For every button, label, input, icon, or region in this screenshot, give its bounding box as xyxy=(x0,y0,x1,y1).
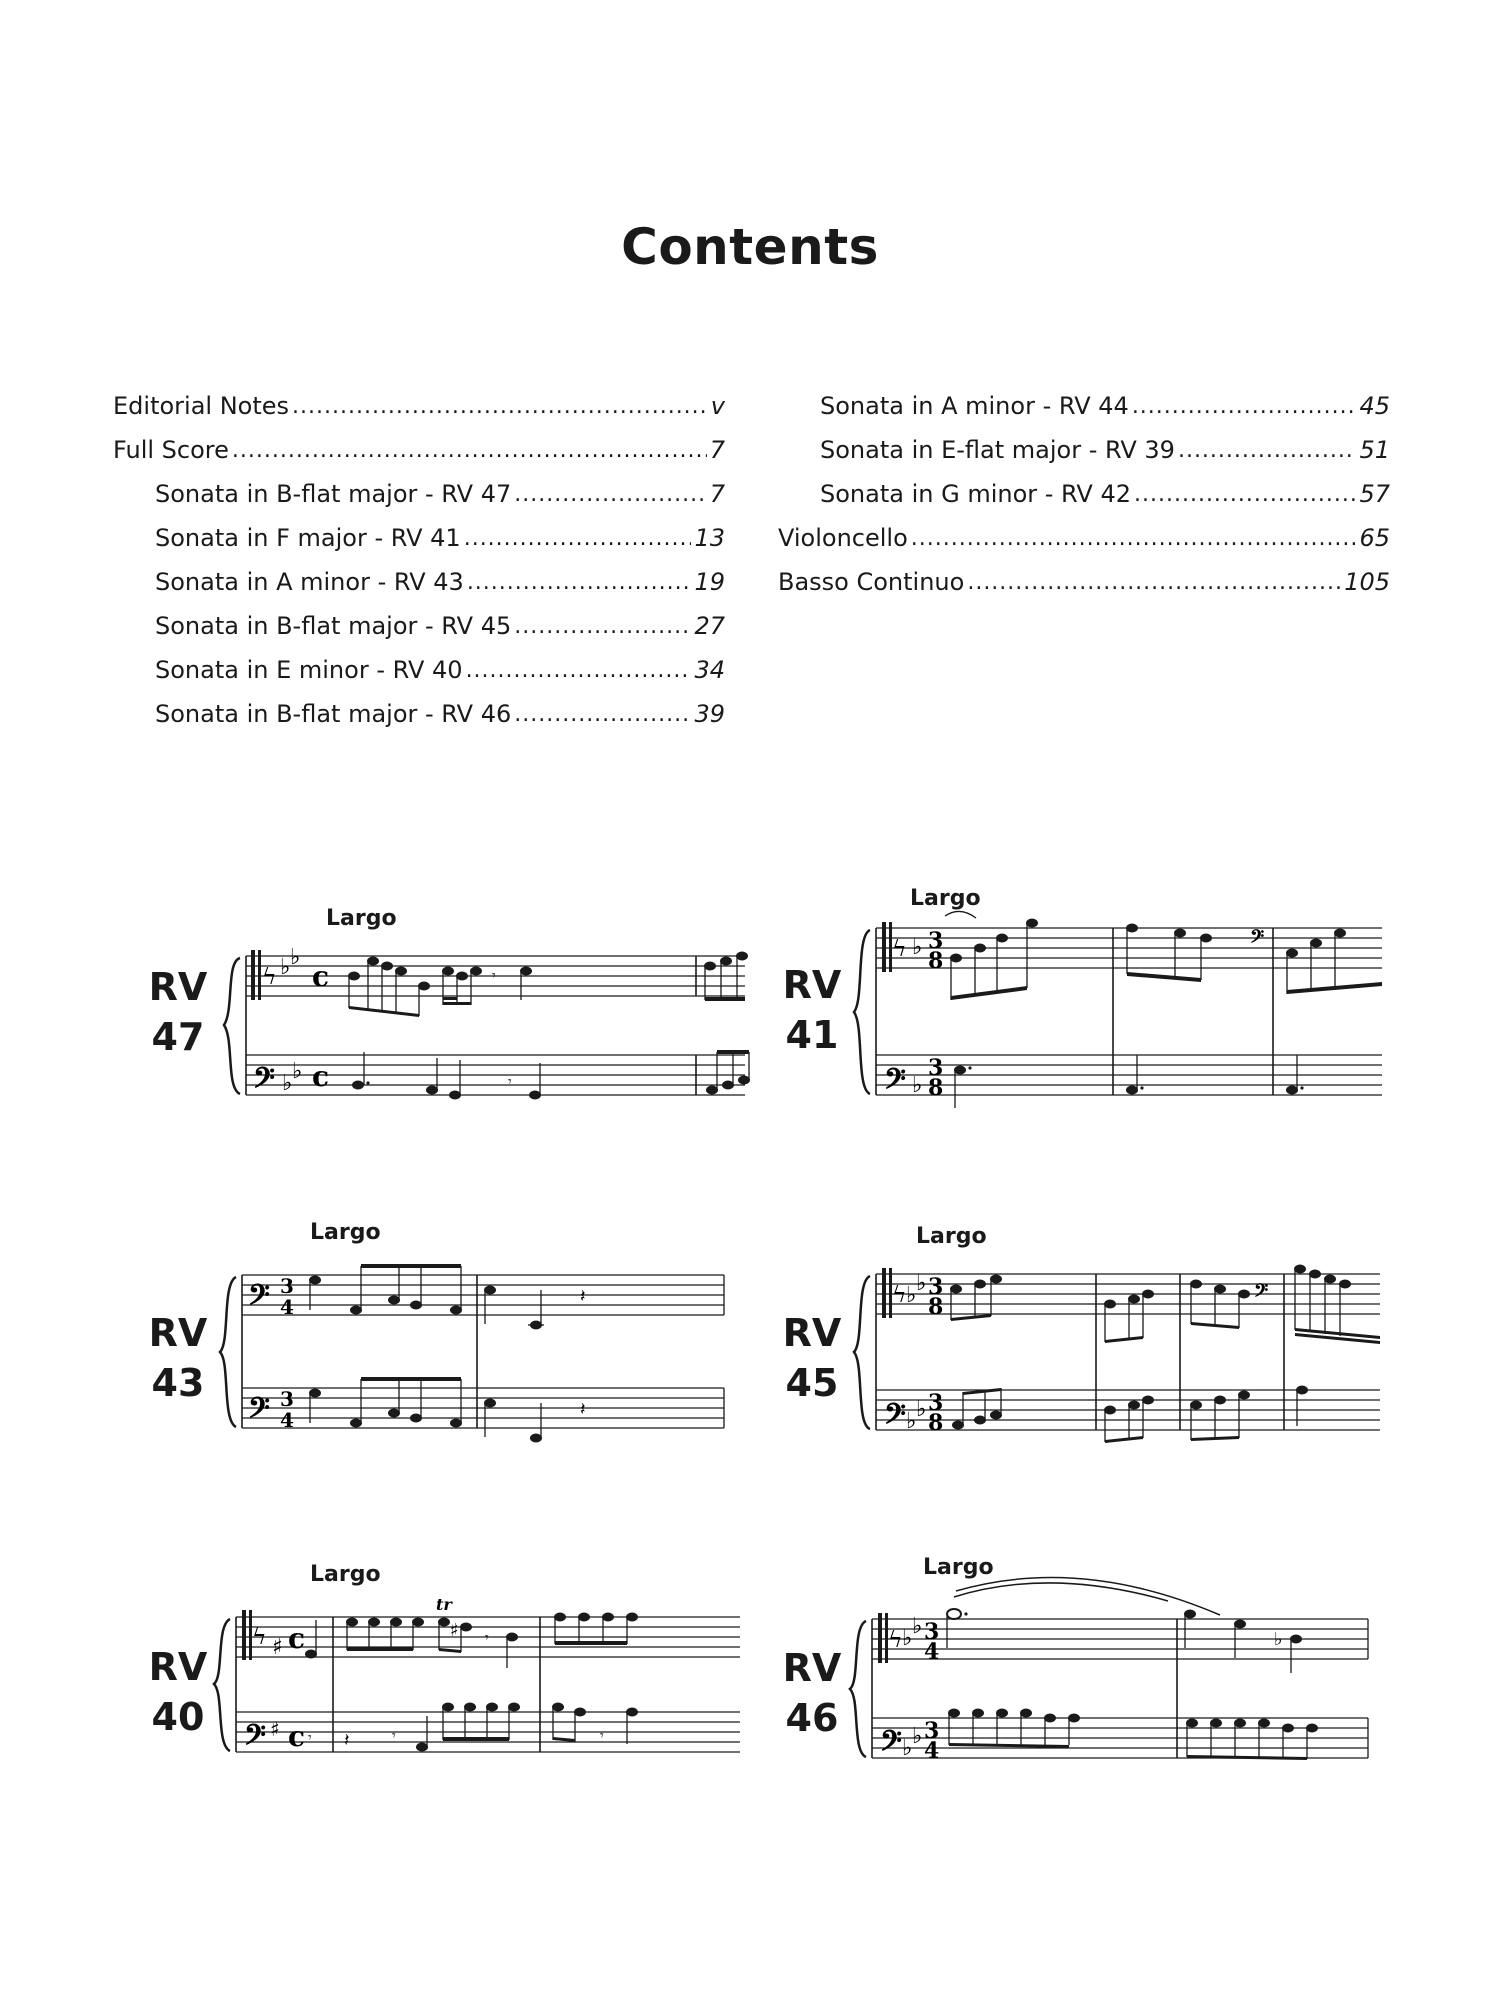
toc-entry-page: 7 xyxy=(709,480,725,508)
music-excerpt-rv41 xyxy=(780,880,1420,1140)
svg-text:♯: ♯ xyxy=(270,1717,280,1741)
toc-entry[interactable] xyxy=(778,384,1390,428)
time-sig-top: 3 xyxy=(280,1274,294,1298)
svg-text:♭: ♭ xyxy=(912,1724,923,1749)
tempo-marking: Largo xyxy=(910,886,981,911)
svg-text:𝄾: 𝄾 xyxy=(492,968,496,984)
svg-text:c: c xyxy=(312,960,330,993)
svg-text:𝄾: 𝄾 xyxy=(392,1728,396,1744)
time-sig-bottom: 8 xyxy=(928,1294,944,1320)
time-sig-top: 3 xyxy=(924,1619,940,1645)
svg-text:c: c xyxy=(288,1622,306,1655)
time-sig-top: 3 xyxy=(280,1387,294,1411)
toc-entry-label: Sonata in A minor - RV 43 xyxy=(155,568,464,596)
toc-entry-label: Editorial Notes xyxy=(113,392,290,420)
time-sig-bottom: 4 xyxy=(280,1295,294,1319)
svg-text:𝄽: 𝄽 xyxy=(580,1399,586,1420)
svg-text:♭: ♭ xyxy=(912,1073,923,1098)
page-title: Contents xyxy=(621,218,879,276)
music-excerpt-rv40 xyxy=(140,1562,780,1830)
rv-label-line2: 43 xyxy=(151,1361,205,1405)
time-sig-bottom: 4 xyxy=(280,1408,294,1432)
toc-entry[interactable] xyxy=(778,560,1390,604)
svg-text:ϟ: ϟ xyxy=(892,937,907,962)
rv-label-line1: RV xyxy=(782,1311,842,1355)
tempo-marking: Largo xyxy=(310,1220,381,1245)
rv-label-line2: 41 xyxy=(785,1013,839,1057)
time-sig-top: 3 xyxy=(928,1390,944,1416)
toc-leader-dots xyxy=(1132,394,1357,419)
toc-leader-dots xyxy=(967,570,1341,595)
score-system-icon xyxy=(140,1230,780,1490)
svg-text:𝄾: 𝄾 xyxy=(308,1730,312,1746)
svg-text:𝄾: 𝄾 xyxy=(485,1630,489,1646)
svg-text:♯: ♯ xyxy=(450,1620,459,1641)
toc-entry-page: 39 xyxy=(694,700,725,728)
toc-entry-label: Sonata in B-flat major - RV 45 xyxy=(155,612,512,640)
svg-text:♭: ♭ xyxy=(912,1614,923,1639)
svg-text:ϟ: ϟ xyxy=(888,1628,903,1653)
time-sig-top: 3 xyxy=(928,1055,944,1081)
svg-text:♭: ♭ xyxy=(916,1271,927,1296)
toc-entry-page: 13 xyxy=(694,524,725,552)
toc-entry-page: v xyxy=(710,392,725,420)
svg-text:𝄾: 𝄾 xyxy=(600,1728,604,1744)
toc-entry[interactable] xyxy=(113,692,725,736)
toc-entry-page: 57 xyxy=(1359,480,1390,508)
toc-leader-dots xyxy=(1134,482,1356,507)
rv-label-line2: 47 xyxy=(151,1015,205,1059)
score-system-icon xyxy=(780,1555,1420,1815)
toc-entry-page: 7 xyxy=(709,436,725,464)
toc-entry-page: 34 xyxy=(694,656,725,684)
svg-text:♭: ♭ xyxy=(1274,1629,1283,1650)
rv-label-line2: 46 xyxy=(785,1696,839,1740)
toc-entry-page: 45 xyxy=(1359,392,1390,420)
svg-text:𝄢: 𝄢 xyxy=(1250,926,1265,952)
svg-text:c: c xyxy=(288,1720,306,1753)
time-sig-top: 3 xyxy=(928,1274,944,1300)
svg-text:𝄽: 𝄽 xyxy=(580,1286,586,1307)
trill-ornament: tr xyxy=(436,1595,452,1614)
svg-text:♭: ♭ xyxy=(906,1283,917,1308)
time-sig-top: 3 xyxy=(924,1718,940,1744)
toc-entry[interactable] xyxy=(113,428,725,472)
svg-text:𝄽: 𝄽 xyxy=(344,1730,350,1751)
toc-entry-label: Basso Continuo xyxy=(778,568,965,596)
toc-entry[interactable] xyxy=(778,428,1390,472)
svg-text:♭: ♭ xyxy=(902,1626,913,1651)
time-sig-bottom: 4 xyxy=(924,1639,940,1665)
toc-leader-dots xyxy=(514,614,691,639)
time-sig-bottom: 4 xyxy=(924,1738,940,1764)
toc-entry[interactable] xyxy=(113,648,725,692)
toc-entry-label: Sonata in E minor - RV 40 xyxy=(155,656,463,684)
toc-leader-dots xyxy=(292,394,708,419)
svg-text:𝄢: 𝄢 xyxy=(1254,1280,1269,1306)
tempo-marking: Largo xyxy=(310,1562,381,1587)
toc-entry[interactable] xyxy=(778,472,1390,516)
toc-entry-label: Sonata in F major - RV 41 xyxy=(155,524,461,552)
music-excerpt-rv43 xyxy=(140,1220,780,1490)
toc-leader-dots xyxy=(232,438,707,463)
toc-entry[interactable] xyxy=(113,384,725,428)
toc-entry-label: Violoncello xyxy=(778,524,908,552)
toc-right-column xyxy=(778,384,1390,604)
toc-entry-label: Sonata in B-flat major - RV 47 xyxy=(155,480,512,508)
toc-entry-page: 51 xyxy=(1359,436,1390,464)
svg-text:𝄢: 𝄢 xyxy=(884,1398,906,1438)
toc-entry-label: Sonata in A minor - RV 44 xyxy=(820,392,1129,420)
svg-text:𝄢: 𝄢 xyxy=(880,1725,902,1765)
toc-entry-page: 65 xyxy=(1359,524,1390,552)
rv-label-line1: RV xyxy=(148,1311,208,1355)
svg-text:𝄢: 𝄢 xyxy=(244,1719,266,1759)
svg-text:𝄢: 𝄢 xyxy=(884,1063,906,1103)
rv-label-line1: RV xyxy=(782,963,842,1007)
toc-leader-dots xyxy=(911,526,1357,551)
svg-text:ϟ: ϟ xyxy=(892,1283,907,1308)
toc-left-column xyxy=(113,384,725,736)
svg-text:♭: ♭ xyxy=(902,1736,913,1761)
rv-label-line1: RV xyxy=(148,1645,208,1689)
tempo-marking: Largo xyxy=(916,1224,987,1249)
svg-text:♭: ♭ xyxy=(280,955,291,980)
toc-entry-page: 27 xyxy=(694,612,725,640)
tempo-marking: Largo xyxy=(326,906,397,931)
rv-label-line2: 45 xyxy=(785,1361,839,1405)
svg-text:𝄾: 𝄾 xyxy=(508,1074,512,1090)
svg-text:♭: ♭ xyxy=(916,1397,927,1422)
score-system-icon xyxy=(140,1570,780,1830)
toc-entry-label: Sonata in E-flat major - RV 39 xyxy=(820,436,1175,464)
toc-entry-label: Full Score xyxy=(113,436,229,464)
svg-text:𝄢: 𝄢 xyxy=(248,1279,270,1319)
toc-entry[interactable] xyxy=(113,560,725,604)
toc-entry[interactable] xyxy=(778,516,1390,560)
toc-leader-dots xyxy=(466,658,692,683)
svg-text:♭: ♭ xyxy=(292,1059,303,1084)
toc-entry-label: Sonata in B-flat major - RV 46 xyxy=(155,700,512,728)
toc-leader-dots xyxy=(514,482,706,507)
toc-entry[interactable] xyxy=(113,516,725,560)
toc-leader-dots xyxy=(467,570,692,595)
svg-text:♯: ♯ xyxy=(272,1635,283,1660)
rv-label-line2: 40 xyxy=(151,1695,205,1739)
toc-leader-dots xyxy=(464,526,692,551)
svg-text:𝄢: 𝄢 xyxy=(248,1392,270,1432)
svg-text:♭: ♭ xyxy=(282,1071,293,1096)
music-excerpt-rv46 xyxy=(780,1555,1420,1815)
toc-leader-dots xyxy=(1178,438,1357,463)
tempo-marking: Largo xyxy=(923,1555,994,1580)
toc-entry[interactable] xyxy=(113,472,725,516)
svg-text:c: c xyxy=(312,1060,330,1093)
music-excerpt-rv47 xyxy=(140,900,780,1160)
music-excerpt-rv45 xyxy=(780,1224,1420,1490)
rv-label-line1: RV xyxy=(148,965,208,1009)
svg-text:ϟ: ϟ xyxy=(252,1625,267,1650)
time-sig-bottom: 8 xyxy=(928,948,944,974)
toc-entry-page: 105 xyxy=(1344,568,1390,596)
score-system-icon xyxy=(780,1230,1420,1490)
toc-entry[interactable] xyxy=(113,604,725,648)
svg-text:♭: ♭ xyxy=(290,945,301,970)
time-sig-bottom: 8 xyxy=(928,1075,944,1101)
svg-text:♭: ♭ xyxy=(906,1409,917,1434)
time-sig-bottom: 8 xyxy=(928,1410,944,1436)
time-sig-top: 3 xyxy=(928,928,944,954)
rv-label-line1: RV xyxy=(782,1646,842,1690)
toc-leader-dots xyxy=(514,702,691,727)
toc-entry-page: 19 xyxy=(694,568,725,596)
svg-text:𝄢: 𝄢 xyxy=(253,1062,275,1102)
toc-entry-label: Sonata in G minor - RV 42 xyxy=(820,480,1131,508)
score-system-icon xyxy=(140,900,780,1160)
score-system-icon xyxy=(780,880,1420,1140)
svg-text:♭: ♭ xyxy=(912,935,923,960)
svg-text:ϟ: ϟ xyxy=(262,965,277,990)
